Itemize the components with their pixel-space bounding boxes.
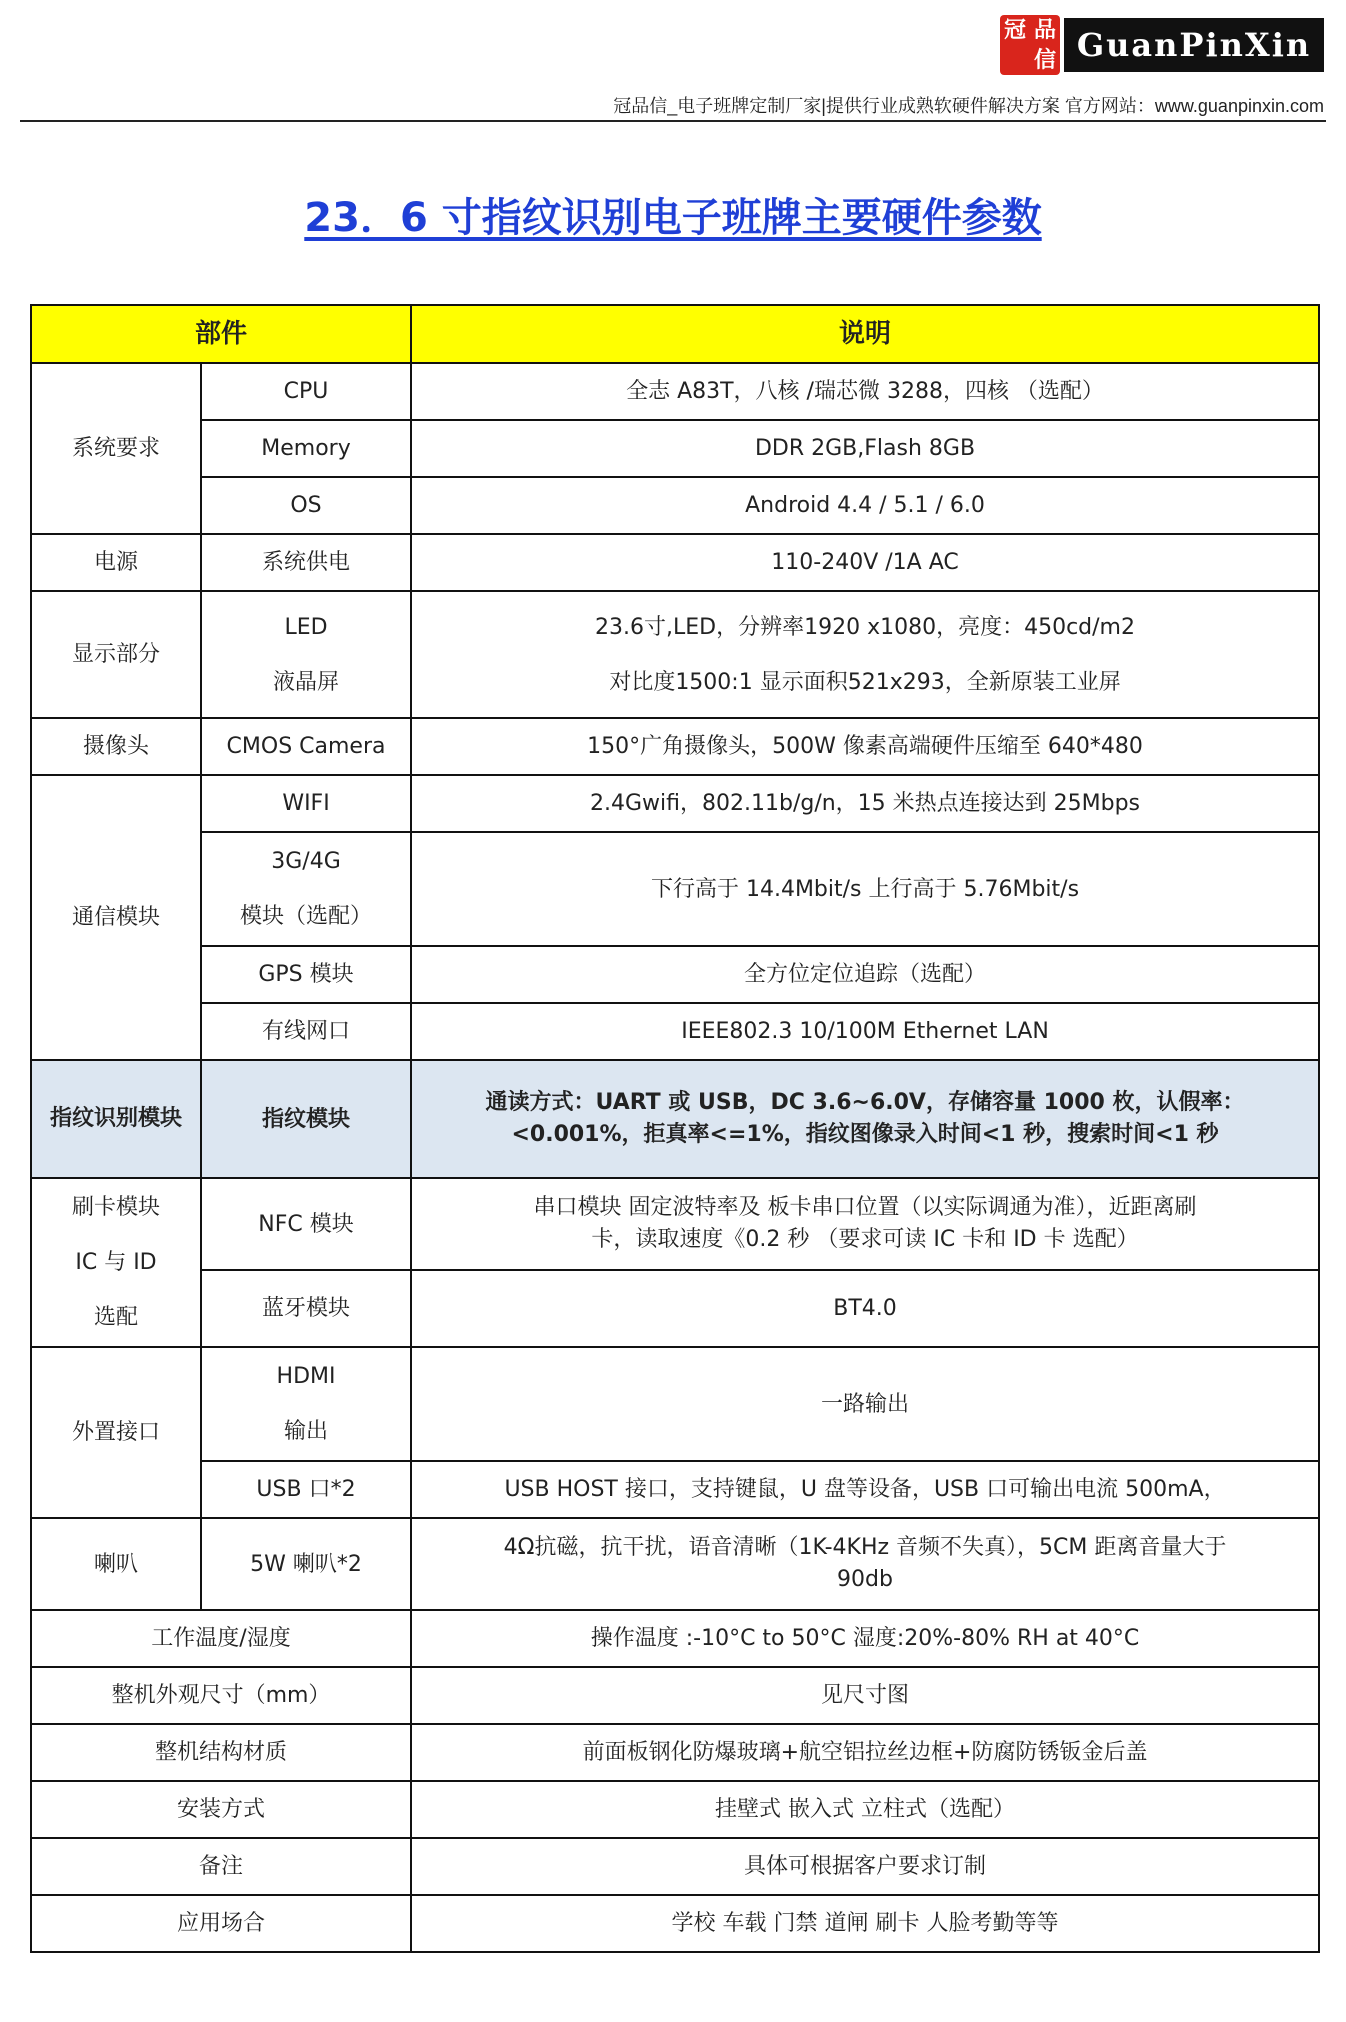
item-name: WIFI [201,775,411,832]
table-row [31,420,1319,477]
item-name [201,591,411,718]
table-row [31,775,1319,832]
item-name: GPS 模块 [201,946,411,1003]
table-row [31,718,1319,775]
table-row [31,1003,1319,1060]
item-desc: 2.4Gwifi，802.11b/g/n，15 米热点连接达到 25Mbps [411,775,1319,832]
group-label-ports: 外置接口 [31,1347,201,1518]
row-desc: 操作温度 :-10°C to 50°C 湿度:20%-80% RH at 40°C [411,1610,1319,1667]
table-row-highlight [31,1060,1319,1178]
item-desc: Android 4.4 / 5.1 / 6.0 [411,477,1319,534]
row-desc: 学校 车载 门禁 道闸 刷卡 人脸考勤等等 [411,1895,1319,1952]
table-row [31,591,1319,718]
group-label-card [31,1178,201,1347]
group-label-display: 显示部分 [31,591,201,718]
table-row [31,946,1319,1003]
item-desc: 150°广角摄像头，500W 像素高端硬件压缩至 640*480 [411,718,1319,775]
row-label: 工作温度/湿度 [31,1610,411,1667]
item-name-line: 输出 [284,1419,329,1444]
item-name: 系统供电 [201,534,411,591]
table-row [31,1838,1319,1895]
table-header-row [31,305,1319,363]
group-label-system: 系统要求 [31,363,201,534]
item-name: OS [201,477,411,534]
item-name: CMOS Camera [201,718,411,775]
item-name-line: 液晶屏 [273,669,340,695]
item-desc-line: 90db [837,1567,893,1592]
item-name: Memory [201,420,411,477]
row-desc: 具体可根据客户要求订制 [411,1838,1319,1895]
table-row [31,1895,1319,1952]
item-name-line: HDMI [276,1364,336,1389]
logo-char: 品 [1033,17,1056,43]
item-name: USB 口*2 [201,1461,411,1518]
item-name-line: 模块（选配） [240,904,373,929]
item-desc: 全方位定位追踪（选配） [411,946,1319,1003]
table-row [31,363,1319,420]
header-divider [20,120,1326,122]
table-row [31,477,1319,534]
table-row [31,1178,1319,1270]
item-name: CPU [201,363,411,420]
item-desc [411,1178,1319,1270]
group-label-line: IC 与 ID [75,1250,157,1275]
item-name: 5W 喇叭*2 [201,1518,411,1610]
item-name: 蓝牙模块 [201,1270,411,1347]
item-desc-line: 对比度1500:1 显示面积521x293，全新原装工业屏 [609,669,1121,695]
item-desc: 下行高于 14.4Mbit/s 上行高于 5.76Mbit/s [411,832,1319,946]
item-desc-line: 4Ω抗磁，抗干扰，语音清晰（1K-4KHz 音频不失真），5CM 距离音量大于 [503,1535,1227,1561]
logo-char: 冠 [1003,17,1026,43]
item-desc-line: 通读方式：UART 或 USB，DC 3.6~6.0V，存储容量 1000 枚，认假率： [485,1090,1245,1116]
item-desc: USB HOST 接口，支持键鼠，U 盘等设备，USB 口可输出电流 500mA， [411,1461,1319,1518]
item-desc: DDR 2GB,Flash 8GB [411,420,1319,477]
logo-char [1000,45,1030,75]
item-desc: 一路输出 [411,1347,1319,1461]
header-desc: 说明 [411,305,1319,363]
item-name [201,1347,411,1461]
table-row [31,534,1319,591]
table-row [31,1667,1319,1724]
group-label-camera: 摄像头 [31,718,201,775]
item-desc: BT4.0 [411,1270,1319,1347]
row-label: 应用场合 [31,1895,411,1952]
table-row [31,1724,1319,1781]
item-desc [411,1060,1319,1178]
item-desc: IEEE802.3 10/100M Ethernet LAN [411,1003,1319,1060]
group-label-speaker: 喇叭 [31,1518,201,1610]
logo-char: 信 [1033,47,1056,73]
table-row [31,1461,1319,1518]
item-name: 有线网口 [201,1003,411,1060]
row-label: 备注 [31,1838,411,1895]
item-name [201,832,411,946]
item-desc-line: <0.001%，拒真率<=1%，指纹图像录入时间<1 秒，搜索时间<1 秒 [511,1122,1219,1147]
group-label-comm: 通信模块 [31,775,201,1060]
logo-wordmark: GuanPinXin [1064,18,1324,72]
table-row [31,1270,1319,1347]
table-row [31,1610,1319,1667]
table-row [31,1781,1319,1838]
row-label: 安装方式 [31,1781,411,1838]
row-desc: 前面板钢化防爆玻璃+航空铝拉丝边框+防腐防锈钣金后盖 [411,1724,1319,1781]
item-name: 指纹模块 [201,1060,411,1178]
item-desc [411,591,1319,718]
group-label-line: 刷卡模块 [71,1195,160,1220]
item-name-line: LED [284,614,328,640]
item-desc: 110-240V /1A AC [411,534,1319,591]
group-label-power: 电源 [31,534,201,591]
item-desc-line: 串口模块 固定波特率及 板卡串口位置（以实际调通为准），近距离刷 [533,1195,1197,1221]
row-desc: 见尺寸图 [411,1667,1319,1724]
table-row [31,1347,1319,1461]
header-part: 部件 [31,305,411,363]
item-desc-line: 卡，读取速度《0.2 秒 （要求可读 IC 卡和 ID 卡 选配） [591,1227,1139,1252]
item-name-line: 3G/4G [271,849,341,874]
item-name: NFC 模块 [201,1178,411,1270]
header-tagline: 冠品信_电子班牌定制厂家|提供行业成熟软硬件解决方案 官方网站：www.guanpinxin.com [613,96,1324,116]
group-label-fingerprint: 指纹识别模块 [31,1060,201,1178]
row-label: 整机外观尺寸（mm） [31,1667,411,1724]
row-label: 整机结构材质 [31,1724,411,1781]
table-row [31,832,1319,946]
table-row [31,1518,1319,1610]
item-desc-line: 23.6寸,LED，分辨率1920 x1080，亮度：450cd/m2 [595,614,1135,640]
page-title: 23．6 寸指纹识别电子班牌主要硬件参数 [304,195,1042,241]
group-label-line: 选配 [93,1305,138,1330]
brand-logo [1000,12,1324,78]
spec-table [30,304,1320,1953]
row-desc: 挂壁式 嵌入式 立柱式（选配） [411,1781,1319,1838]
item-desc [411,1518,1319,1610]
logo-seal [1000,15,1060,75]
item-desc: 全志 A83T，八核 /瑞芯微 3288，四核 （选配） [411,363,1319,420]
